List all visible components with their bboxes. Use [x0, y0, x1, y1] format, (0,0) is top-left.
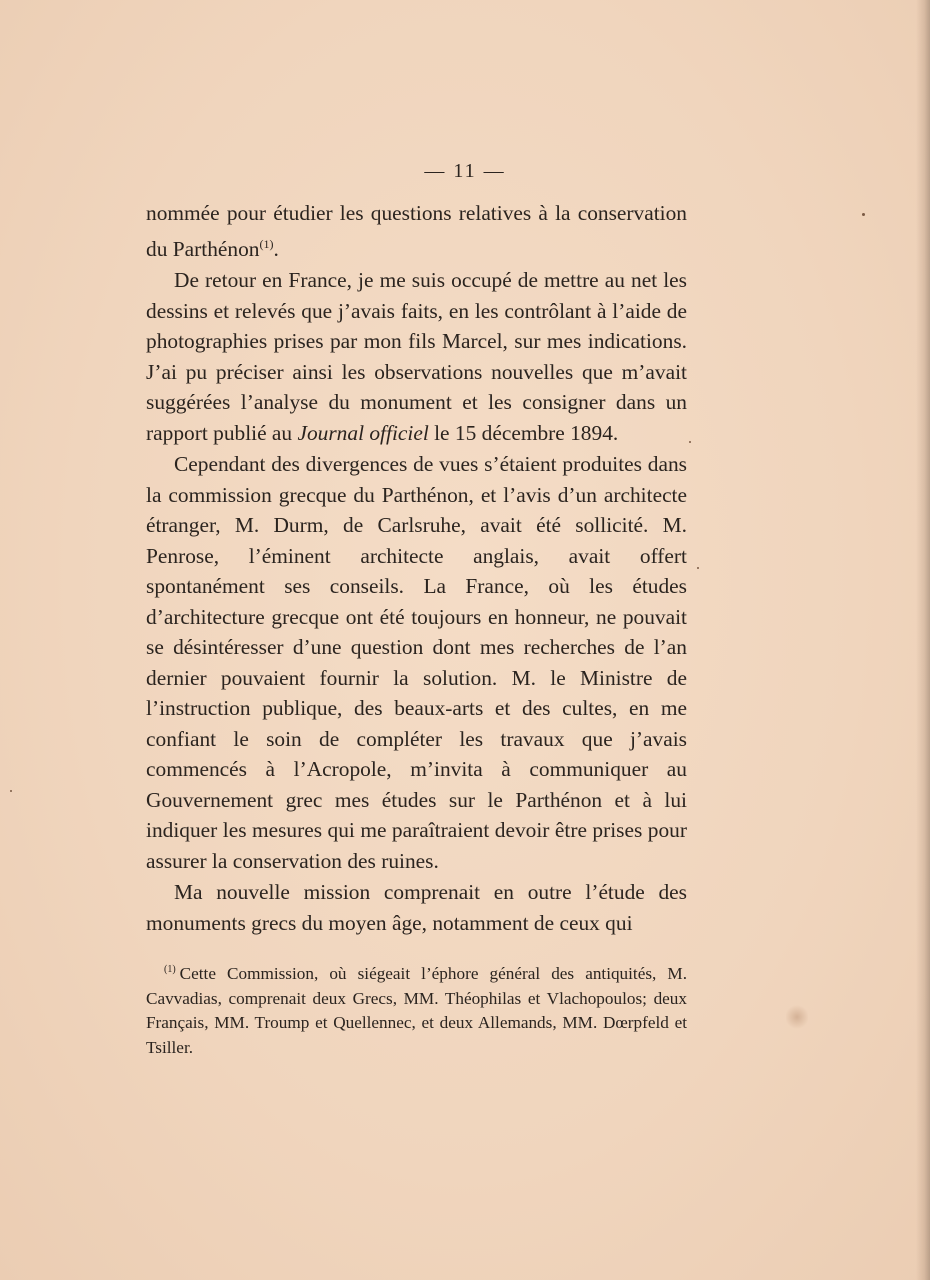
footnote-1: [146, 958, 687, 1060]
paragraph-2-text-after: le 15 décembre 1894.: [428, 420, 619, 445]
footnote-reference: (1): [259, 236, 274, 251]
footnotes: [146, 958, 687, 1060]
paper-speck: [697, 567, 699, 569]
footnote-marker: (1): [164, 964, 176, 975]
paragraph-4: Ma nouvelle mission comprenait en outre l’étude des monuments grecs du moyen âge, notamment de ceux qui: [146, 880, 687, 935]
paragraph-2: [146, 265, 687, 448]
paragraph-1-text: nommée pour étudier les questions relatives à la conservation du Parthénon: [146, 201, 687, 261]
footnote-text: Cette Commission, où siégeait l’éphore général des antiquités, M. Cavvadias, comprenait deux Grecs, MM. Théophilas et Vlachopoulos; deux Français, MM. Troump et Quellennec, et deux Allemands, MM. Dœrpfeld et Tsiller.: [146, 964, 687, 1057]
paper-stain: [786, 1004, 808, 1030]
paragraph-1: [146, 198, 687, 264]
paragraph-2-text-before: De retour en France, je me suis occupé de mettre au net les dessins et relevés que j’avais faits, en les contrôlant à l’aide de photographies prises par mon fils Marcel, sur mes indications. J’ai pu préciser ainsi les observations nouvelles que m’avait suggérées l’analyse du monument et les consigner dans un rapport publié au: [146, 268, 687, 445]
page-number: — 11 —: [424, 160, 506, 182]
paragraph-3: Cependant des divergences de vues s’étaient produites dans la commission grecque du Parthénon, et l’avis d’un architecte étranger, M. Durm, de Carlsruhe, avait été sollicité. M. Penrose, l’éminent architecte anglais, avait offert spontanément ses conseils. La France, où les études d’architecture grecque ont été toujours en honneur, ne pouvait se désintéresser d’une question dont mes recherches de l’an dernier pouvaient fournir la solution. M. le Ministre de l’instruction publique, des beaux-arts et des cultes, en me confiant le soin de compléter les travaux que j’avais commencés à l’Acropole, m’invita à communiquer au Gouvernement grec mes études sur le Parthénon et à lui indiquer les mesures qui me paraîtraient devoir être prises pour assurer la conservation des ruines.: [146, 452, 687, 873]
paper-speck: [10, 790, 12, 792]
paper-speck: [689, 441, 691, 443]
paper-speck: [862, 213, 865, 216]
body-text: [146, 198, 687, 938]
journal-title: Journal officiel: [297, 420, 429, 445]
page-edge-shadow: [916, 0, 930, 1280]
paragraph-1-end: .: [273, 236, 279, 261]
